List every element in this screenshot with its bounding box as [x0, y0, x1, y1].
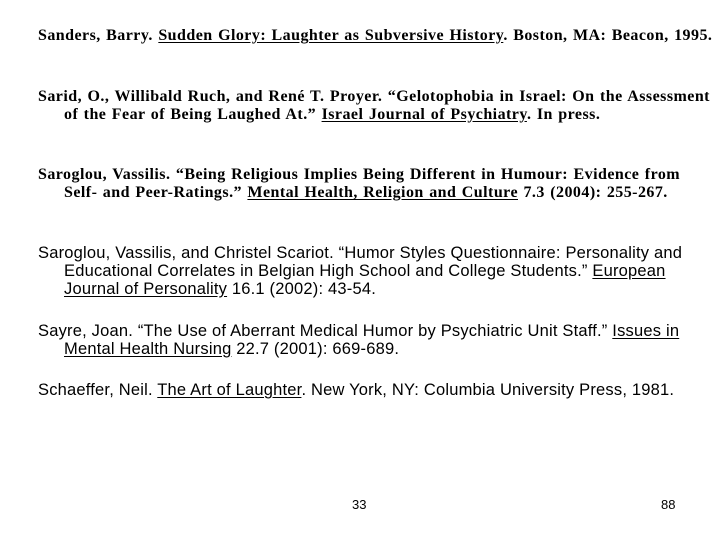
entry-prefix: Saroglou, Vassilis, and Christel Scariot. “Humor Styles Questionnaire: Personality and Educational Correlates in Belgian High School and College Students.”	[38, 244, 683, 280]
entry-title: Israel Journal of Psychiatry	[321, 106, 527, 123]
entry-prefix: Saroglou, Vassilis. “Being Religious Implies Being Different in Humour: Evidence from Self- and Peer-Ratings.”	[38, 166, 681, 201]
entry-title: The Art of Laughter	[157, 381, 302, 399]
entry-suffix: 22.7 (2001): 669-689.	[231, 340, 400, 358]
bibliography-entry	[38, 27, 714, 45]
bibliography-entry	[38, 88, 714, 124]
entry-suffix: . In press.	[526, 106, 601, 123]
bibliography-entry	[38, 166, 714, 202]
entry-title: Issues in Mental Health Nursing	[64, 322, 680, 358]
entry-prefix: Sanders, Barry.	[38, 27, 159, 44]
entry-title: European Journal of Personality	[64, 262, 666, 298]
entry-suffix: 7.3 (2004): 255-267.	[518, 184, 668, 201]
entry-title: Sudden Glory: Laughter as Subversive History	[158, 27, 504, 44]
entry-suffix: 16.1 (2002): 43-54.	[227, 280, 377, 298]
entry-suffix: . Boston, MA: Beacon, 1995.	[503, 27, 713, 44]
entry-suffix: . New York, NY: Columbia University Press, 1981.	[301, 381, 675, 399]
entry-prefix: Sayre, Joan. “The Use of Aberrant Medical Humor by Psychiatric Unit Staff.”	[38, 322, 613, 340]
bibliography-entry	[38, 322, 714, 358]
entry-prefix: Schaeffer, Neil.	[38, 381, 158, 399]
bibliography-entry	[38, 381, 714, 399]
entry-prefix: Sarid, O., Willibald Ruch, and René T. Proyer. “Gelotophobia in Israel: On the Assessment of the Fear of Being Laughed At.”	[38, 88, 710, 123]
page-number-center: 33	[352, 497, 367, 512]
page-number-right: 88	[661, 497, 676, 512]
bibliography-entry	[38, 244, 714, 298]
entry-title: Mental Health, Religion and Culture	[247, 184, 518, 201]
